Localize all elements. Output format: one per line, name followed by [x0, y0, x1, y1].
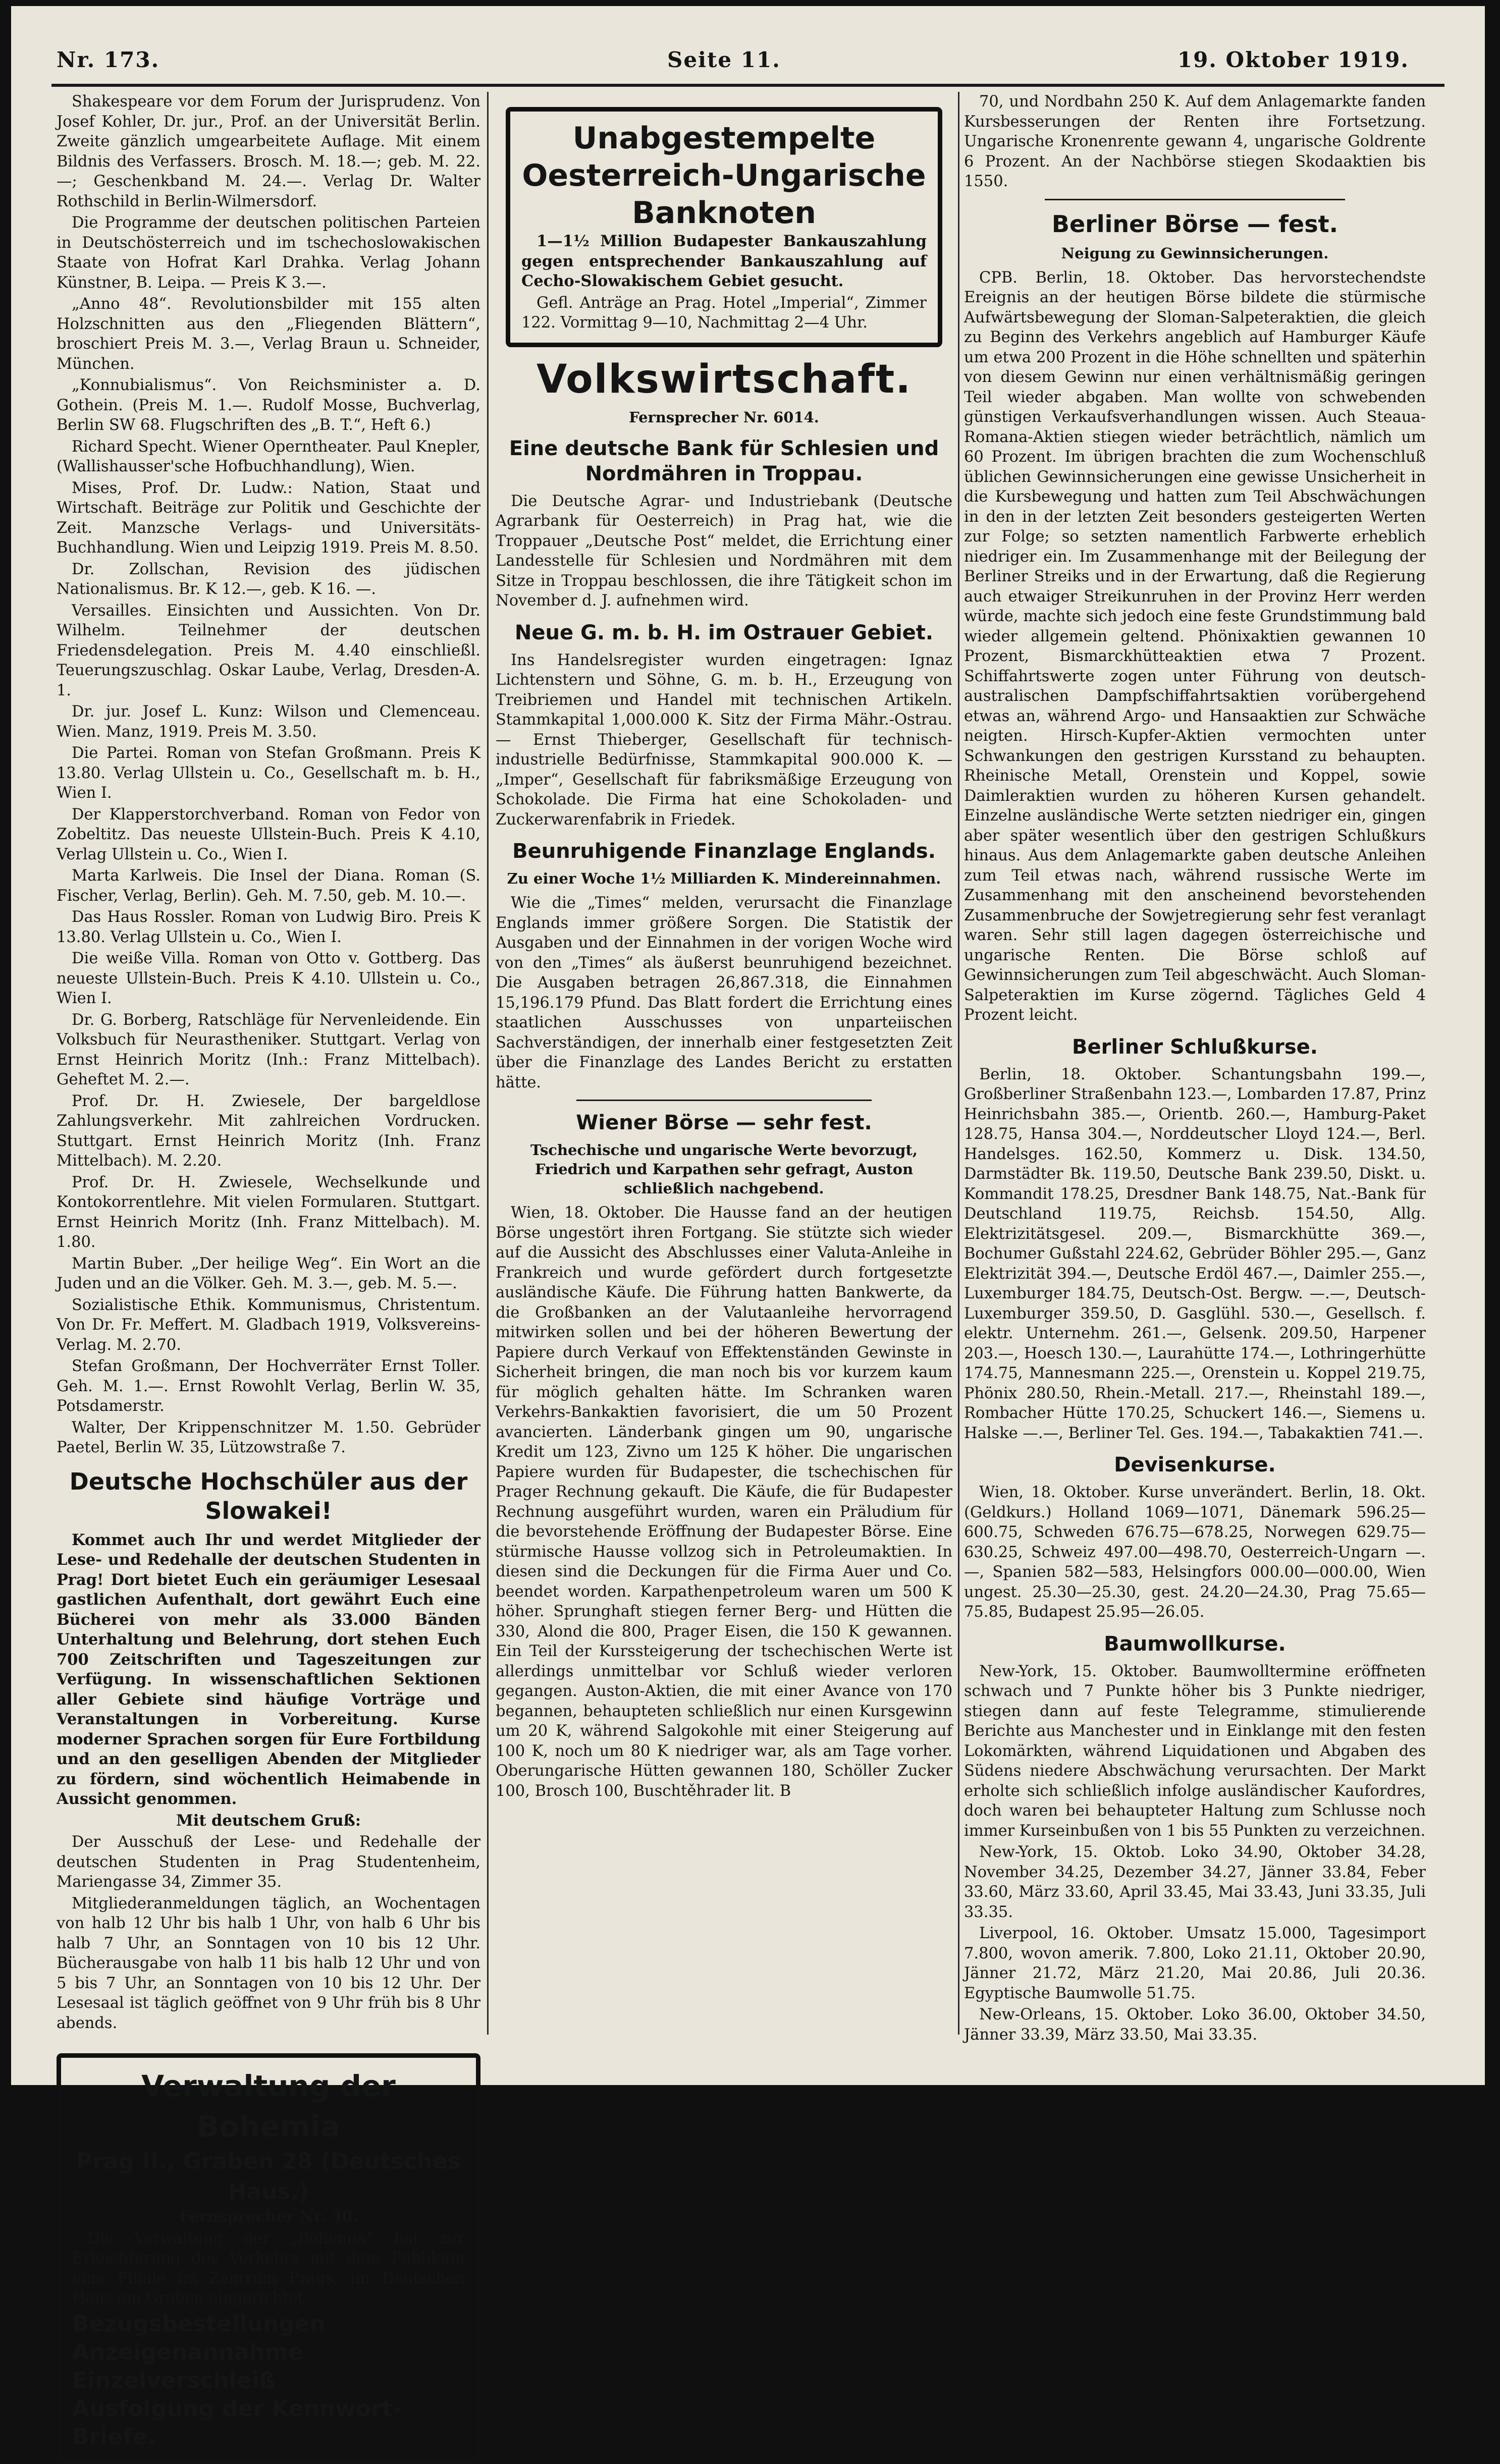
- students-hours: Mitgliederanmeldungen täglich, an Wochentagen von halb 12 Uhr bis halb 1 Uhr, von halb 6 Uhr bis halb 7 Uhr, an Sonntagen von 10 bis 12 Uhr. Bücherausgabe von halb 11 bis halb 12 Uhr und von 5 bis 7 Uhr, an Sonntagen von 10 bis 12 Uhr. Der Lesesaal ist täglich geöffnet von 9 Uhr früh bis 8 Uhr abends.: [57, 1894, 480, 2032]
- article-text: New-Orleans, 15. Oktober. Loko 36.00, Oktober 34.50, Jänner 33.39, März 33.50, Mai 33.35.: [964, 2006, 1426, 2044]
- article-subtitle: Zu einer Woche 1½ Milliarden K. Mindereinnahmen.: [507, 870, 941, 887]
- book-entry: Dr. Zollschan, Revision des jüdischen Nationalismus. Br. K 12.—, geb. K 16. —.: [57, 560, 480, 598]
- book-entry: „Anno 48“. Revolutionsbilder mit 155 alten Holzschnitten aus den „Fliegenden Blättern“, broschiert Preis M. 3.—, Verlag Braun u. Schneider, München.: [57, 295, 480, 373]
- book-entry: Stefan Großmann, Der Hochverräter Ernst Toller. Geh. M. 1.—. Ernst Rowohlt Verlag, Berlin W. 35, Potsdamerstr.: [57, 1357, 480, 1415]
- book-list: [57, 92, 480, 1458]
- ad-title: Verwaltung der Bohemia: [141, 2069, 396, 2144]
- article-title: Eine deutsche Bank für Schlesien und Nordmähren in Troppau.: [509, 436, 939, 485]
- ad-contact: Gefl. Anträge an Prag. Hotel „Imperial“, Zimmer 122. Vormittag 9—10, Nachmittag 2—4 Uhr.: [521, 294, 927, 332]
- ad-text: Die Verwaltung der „Bohemia“ hat zur Erleichterung des Verkehrs mit dem Publikum eine Filiale im Zentrum Prags, im Deutschen Haus am Graben eingerichtet.: [72, 2229, 465, 2307]
- article-text: CPB. Berlin, 18. Oktober. Das hervorstechendste Ereignis an der heutigen Börse bildete die stürmische Aufwärtsbewegung der Sloman-Salpeteraktien, die gleich zu Beginn des Verkehrs angeblich auf Hamburger Käufe um etwa 200 Prozent in die Höhe schnellten und späterhin von diesem Gewinn nur einen verhältnismäßig geringen Teil wieder abgaben. Man wollte von schwebenden günstigen Verkaufsverhandlungen wissen. Auch Steaua-Romana-Aktien stiegen wieder beträchtlich, nämlich um 60 Prozent. Im übrigen brachten die zum Wochenschluß üblichen Gewinnsicherungen eine gewisse Unsicherheit in die Kursbewegung und hatten zum Teil Abschwächungen in den in der letzten Zeit besonders gesteigerten Werten zur Folge; so setzten namentlich Farbwerte erheblich niedriger ein. Im Zusammenhange mit der Beilegung der Berliner Streiks und in der Erwartung, daß die Regierung auch etwaiger Streikunruhen in der Provinz Herr werden würde, machte sich jedoch eine feste Grundstimmung bald wieder allgemein geltend. Phönixaktien gewannen 10 Prozent, Bismarckhütteaktien etwa 7 Prozent. Schiffahrtswerte zogen unter Führung von deutsch-australischen Dampfschiffahrtsaktien vorübergehend etwas an, während Argo- und Hansaaktien zur Schwäche neigten. Hirsch-Kupfer-Aktien vermochten unter Schwankungen den gestrigen Kursstand zu behaupten. Rheinische Metall, Orenstein und Koppel, sowie Daimleraktien wurden zu höheren Kursen gehandelt. Einzelne ausländische Werte setzten niedriger ein, gingen aber später wesentlich über den gestrigen Schlußkurs hinaus. Aus dem Anlagemarkte gaben deutsche Anleihen zum Teil etwas nach, während russische Werte im Zusammenhang mit den anscheinend bevorstehenden Zusammenbruche der Sowjetregierung sehr fest veranlagt waren. Sehr still lagen dagegen österreichische und ungarische Renten. Die Börse schloß auf Gewinnsicherungen zum Teil abgeschwächt. Auch Sloman-Salpeteraktien im Kurse zögernd. Tägliches Geld 4 Prozent leicht.: [964, 268, 1426, 1024]
- article-title: Neue G. m. b. H. im Ostrauer Gebiet.: [514, 621, 934, 644]
- students-appeal: Kommet auch Ihr und werdet Mitglieder der Lese- und Redehalle der deutschen Studenten in Prag! Dort bietet Euch ein geräumiger Lesesaal gastlichen Aufenthalt, dort gewährt Euch eine Bücherei von mehr als 33.000 Bänden Unterhaltung und Belehrung, dort stehen Euch 700 Zeitschriften und Tageszeitungen zur Verfügung. In wissenschaftlichen Sektionen aller Gebiete sind häufige Vorträge und Veranstaltungen in Vorbereitung. Kurse moderner Sprachen sorgen für Eure Fortbildung und an den geselligen Abenden der Mitglieder zu fördern, sind wöchentlich Heimabende in Aussicht genommen.: [57, 1530, 480, 1808]
- column-middle: [496, 92, 952, 2035]
- ad-address: Prag II., Graben 28 (Deutsches Haus.): [76, 2149, 461, 2205]
- book-entry: Prof. Dr. H. Zwiesele, Der bargeldlose Zahlungsverkehr. Mit zahlreichen Vordrucken. Stuttgart. Ernst Heinrich Moritz (Inh. Franz Mittelbach). M. 2.20.: [57, 1092, 480, 1170]
- students-greeting: Mit deutschem Gruß:: [176, 1811, 361, 1830]
- issue-number: Nr. 173.: [57, 47, 160, 72]
- article-text: Wien, 18. Oktober. Kurse unverändert. Berlin, 18. Okt. (Geldkurs.) Holland 1069—1071, Dänemark 596.25—600.75, Schweden 676.75—678.25, Norwegen 629.75—630.25, Schweiz 497.00—498.70, Oesterreich-Ungarn —.—, Spanien 582—583, Helsingfors 000.00—000.00, Wien ungest. 25.30—25.30, gest. 24.20—24.30, Prag 75.65—75.85, Budapest 25.95—26.05.: [964, 1484, 1426, 1621]
- book-entry: Der Klapperstorchverband. Roman von Fedor von Zobeltitz. Das neueste Ullstein-Buch. Preis K 4.10, Verlag Ullstein u. Co., Wien I.: [57, 805, 480, 863]
- article-title: Baumwollkurse.: [1104, 1632, 1286, 1656]
- ad-services: [72, 2310, 465, 2451]
- article-divider: [1045, 199, 1345, 200]
- page-number: Seite 11.: [667, 47, 781, 72]
- section-title: Volkswirtschaft.: [537, 356, 912, 402]
- article-text: New-York, 15. Oktober. Baumwolltermine eröffneten schwach und 7 Punkte höher bis 3 Punkte niedriger, stiegen dann auf feste Telegramme, stimulierende Berichte aus Manchester und in Einklange mit den festen Lokomärkten, während Liquidationen und Abgaben des Südens niedere Abschwächung verursachten. Der Markt erholte sich schließlich infolge ausländischer Kaufordres, doch waren bei behaupteter Haltung zum Schlusse noch immer Kurseinbußen von 1 bis 55 Punkten zu verzeichnen.: [964, 1662, 1426, 1840]
- article-divider: [576, 1100, 872, 1101]
- article-title: Berliner Schlußkurse.: [1072, 1035, 1318, 1059]
- page-header: [11, 17, 1485, 93]
- article-text: Liverpool, 16. Oktober. Umsatz 15.000, Tagesimport 7.800, wovon amerik. 7.800, Loko 21.11, Oktober 20.90, Jänner 21.72, März 21.20, Mai 20.86, Juli 20.36. Egyptische Baumwolle 51.75.: [964, 1925, 1426, 2002]
- book-entry: Prof. Dr. H. Zwiesele, Wechselkunde und Kontokorrentlehre. Mit vielen Formularen. Stuttgart. Ernst Heinrich Moritz (Inh. Franz Mittelbach). M. 1.80.: [57, 1173, 480, 1251]
- book-entry: Shakespeare vor dem Forum der Jurisprudenz. Von Josef Kohler, Dr. jur., Prof. an der Universität Berlin. Zweite gänzlich umgearbeitete Auflage. Mit einem Bildnis des Verfassers. Brosch. M. 18.—; geb. M. 22.—; Geschenkband M. 24.—. Verlag Dr. Walter Rothschild in Berlin-Wilmersdorf.: [57, 93, 480, 210]
- book-entry: „Konnubialismus“. Von Reichsminister a. D. Gothein. (Preis M. 1.—. Rudolf Mosse, Buchverlag, Berlin SW 68. Flugschriften des „B. T.“, Heft 6.): [57, 376, 480, 434]
- article-subtitle: Neigung zu Gewinnsicherungen.: [1061, 244, 1329, 262]
- article-text: Berlin, 18. Oktober. Schantungsbahn 199.—, Großberliner Straßenbahn 123.—, Lombarden 17.87, Prinz Heinrichsbahn 385.—, Orientb. 260.—, Hamburg-Paket 128.75, Hansa 304.—, Norddeutscher Lloyd 124.—, Berl. Handelsges. 162.50, Kommerz u. Disk. 134.50, Darmstädter Bk. 119.50, Deutsche Bank 239.50, Diskt. u. Kommandit 178.25, Dresdner Bank 148.75, Nat.-Bank für Deutschland 119.75, Reichsb. 154.50, Allg. Elektrizitätsgesel. 209.—, Bismarckhütte 369.—, Bochumer Gußstahl 224.62, Gebrüder Böhler 295.—, Ganz Elektrizität 394.—, Deutsche Erdöl 467.—, Daimler 255.—, Luxemburger 184.75, Deutsch-Ost. Bergw. —.—, Deutsch-Luxemburger 359.50, D. Gasglühl. 530.—, Gesellsch. f. elektr. Unternehm. 261.—, Gelsenk. 209.50, Harpener 203.—, Hoesch 130.—, Laurahütte 174.—, Lothringerhütte 174.75, Mannesmann 225.—, Orenstein u. Koppel 219.75, Phönix 280.50, Rhein.-Metall. 217.—, Rheinstahl 189.—, Rombacher Hütte 170.25, Schuckert 146.—, Siemens u. Halske —.—, Berliner Tel. Ges. 194.—, Tabakaktien 741.—.: [964, 1065, 1426, 1442]
- column-divider: [487, 92, 489, 2035]
- book-entry: Die weiße Villa. Roman von Otto v. Gottberg. Das neueste Ullstein-Buch. Preis K 4.10. Ullstein u. Co., Wien I.: [57, 950, 480, 1007]
- article-subtitle: Tschechische und ungarische Werte bevorzugt, Friedrich und Karpathen sehr gefragt, Auston schließlich nachgebend.: [530, 1141, 918, 1197]
- article-text: Wien, 18. Oktober. Die Hausse fand an der heutigen Börse ungestört ihren Fortgang. Sie stützte sich wieder auf die Aussicht des Abschlusses einer Valuta-Anleihe in Frankreich und wurde gefördert durch fortgesetzte ausländische Käufe. Die Führung hatten Bankwerte, da die Großbanken an der Valutaanleihe hervorragend mitwirken sollen und bei der höheren Bewertung der Papiere durch Verkauf von Effektenständen Gewinste in Sicherheit bringen, die man noch bis vor kurzem kaum für möglich gehalten hätte. Im Schranken waren Verkehrs-Bankaktien favorisiert, die um 50 Prozent avancierten. Länderbank gingen um 90, ungarische Kredit um 123, Zivno um 125 K höher. Die ungarischen Papiere wurden für Budapester, die tschechischen für Prager Rechnung gekauft. Die Käufe, die für Budapester Rechnung ausgeführt wurden, waren ein Präludium für die bevorstehende Eröffnung der Budapester Börse. Eine stürmische Hausse vollzog sich in Petroleumaktien. In diesen sind die Deckungen für die Firma Auer und Co. beendet worden. Karpathenpetroleum waren um 500 K höher. Sprunghaft stiegen ferner Berg- und Hütten die 330, Alond die 800, Prager Eisen, die 150 K gewannen. Ein Teil der Kurssteigerung der tschechischen Werte ist allerdings unmittelbar vor Schluß wieder verloren gegangen. Auston-Aktien, die mit einer Avance von 170 begannen, behaupteten schließlich nur einen Kursgewinn um 20 K, während Salgokohle mit einer Steigerung auf 100 K, noch um 80 K niedriger war, als am Tage vorher. Oberungarische Hütten gewannen 180, Schöller Zucker 100, Brosch 100, Buschtěhrader lit. B: [496, 1204, 952, 1800]
- ad-service-item: Einzelverschleiß: [72, 2367, 276, 2393]
- students-heading: Deutsche Hochschüler aus der Slowakei!: [69, 1467, 468, 1524]
- column-left: [57, 92, 480, 2450]
- book-entry: Martin Buber. „Der heilige Weg“. Ein Wort an die Juden und an die Völker. Geh. M. 3.—, geb. M. 5.—.: [57, 1254, 480, 1292]
- ad-service-item: Anzeigenannahme: [72, 2339, 303, 2365]
- article-text: Ins Handelsregister wurden eingetragen: Ignaz Lichtenstern und Söhne, G. m. b. H., Erzeugung von Treibriemen und Handel mit technischen Artikeln. Stammkapital 1,000.000 K. Sitz der Firma Mähr.-Ostrau. — Ernst Thieberger, Gesellschaft für technisch-industrielle Bedürfnisse, Stammkapital 900.000 K. — „Imper“, Gesellschaft für fabriksmäßige Erzeugung von Schokolade. Die Firma hat eine Schokoladen- und Zuckerwarenfabrik in Friedek.: [496, 651, 952, 829]
- article-text: Die Deutsche Agrar- und Industriebank (Deutsche Agrarbank für Oesterreich) in Prag hat, wie die Troppauer „Deutsche Post“ meldet, die Errichtung einer Landesstelle für Schlesien und Nordmähren mit dem Sitze in Troppau beschlossen, die ihre Tätigkeit schon im November d. J. aufnehmen wird.: [496, 492, 952, 610]
- book-entry: Die Programme der deutschen politischen Parteien in Deutschösterreich und im tschechoslowakischen Staate von Hofrat Karl Drahka. Verlag Johann Künstner, B. Leipa. — Preis K 3.—.: [57, 214, 480, 292]
- section-phone: Fernsprecher Nr. 6014.: [629, 408, 819, 426]
- ad-phone: Fernsprecher Nr. 30.: [179, 2208, 358, 2226]
- book-entry: Walter, Der Krippenschnitzer M. 1.50. Gebrüder Paetel, Berlin W. 35, Lützowstraße 7.: [57, 1418, 480, 1456]
- ad-title: Unabgestempelte Oesterreich-Ungarische Banknoten: [522, 121, 926, 231]
- banknotes-advertisement: [506, 107, 942, 347]
- header-rule: [51, 84, 1444, 87]
- article-title: Berliner Börse — fest.: [1051, 210, 1338, 238]
- article-title: Wiener Börse — sehr fest.: [576, 1111, 872, 1134]
- article-title: Devisenkurse.: [1114, 1453, 1276, 1476]
- article-text: New-York, 15. Oktob. Loko 34.90, Oktober 34.28, November 34.25, Dezember 34.27, Jänner 33.84, Feber 33.60, März 33.60, April 33.45, Mai 33.43, Juni 33.35, Juli 33.35.: [964, 1843, 1426, 1921]
- ad-text: 1—1½ Million Budapester Bankauszahlung gegen entsprechender Bankauszahlung auf Cecho-Slowakischem Gebiet gesucht.: [521, 232, 927, 290]
- newspaper-page: [11, 6, 1485, 2450]
- book-entry: Richard Specht. Wiener Operntheater. Paul Knepler, (Wallishausser'sche Hofbuchhandlung), Wien.: [57, 437, 480, 475]
- book-entry: Mises, Prof. Dr. Ludw.: Nation, Staat und Wirtschaft. Beiträge zur Politik und Geschichte der Zeit. Manzsche Verlags- und Universitäts-Buchhandlung. Wien und Leipzig 1919. Preis M. 8.50.: [57, 479, 480, 557]
- book-entry: Die Partei. Roman von Stefan Großmann. Preis K 13.80. Verlag Ullstein u. Co., Gesellschaft m. b. H., Wien I.: [57, 744, 480, 802]
- students-signature: Der Ausschuß der Lese- und Redehalle der deutschen Studenten in Prag Studentenheim, Mariengasse 34, Zimmer 35.: [57, 1833, 480, 1891]
- article-continuation: 70, und Nordbahn 250 K. Auf dem Anlagemarkte fanden Kursbesserungen der Renten ihre Fortsetzung. Ungarische Kronenrente gewann 4, ungarische Goldrente 6 Prozent. An der Nachbörse stiegen Skodaaktien bis 1550.: [964, 93, 1426, 190]
- book-entry: Sozialistische Ethik. Kommunismus, Christentum. Von Dr. Fr. Meffert. M. Gladbach 1919, Volksvereins-Verlag. M. 2.70.: [57, 1296, 480, 1354]
- book-entry: Marta Karlweis. Die Insel der Diana. Roman (S. Fischer, Verlag, Berlin). Geh. M. 7.50, geb. M. 10.—.: [57, 867, 480, 905]
- ad-service-item: Bezugsbestellungen: [72, 2311, 326, 2337]
- bohemia-advertisement: [57, 2053, 480, 2464]
- ad-service-item: Ausfolgung der Kennwort-Briefe.: [72, 2395, 402, 2450]
- book-entry: Versailles. Einsichten und Aussichten. Von Dr. Wilhelm. Teilnehmer der deutschen Friedensdelegation. Preis M. 4.40 einschließl. Teuerungszuschlag. Oskar Laube, Verlag, Dresden-A. 1.: [57, 601, 480, 699]
- article-text: Wie die „Times“ melden, verursacht die Finanzlage Englands immer größere Sorgen. Die Statistik der Ausgaben und der Einnahmen in der vorigen Woche wird von den „Times“ als äußerst beunruhigend bezeichnet. Die Ausgaben betragen 26,867.318, die Einnahmen 15,196.179 Pfund. Das Blatt fordert die Errichtung eines staatlichen Ausschusses von unparteiischen Sachverständigen, der innerhalb einer festgesetzten Zeit über die Finanzlage des Landes Bericht zu erstatten hätte.: [496, 894, 952, 1091]
- issue-date: 19. Oktober 1919.: [1177, 47, 1409, 72]
- column-divider: [958, 92, 959, 2035]
- book-entry: Das Haus Rossler. Roman von Ludwig Biro. Preis K 13.80. Verlag Ullstein u. Co., Wien I.: [57, 908, 480, 946]
- book-entry: Dr. jur. Josef L. Kunz: Wilson und Clemenceau. Wien. Manz, 1919. Preis M. 3.50.: [57, 703, 480, 741]
- book-entry: Dr. G. Borberg, Ratschläge für Nervenleidende. Ein Volksbuch für Neurastheniker. Stuttgart. Verlag von Ernst Heinrich Moritz (Inh.: Franz Mittelbach). Geheftet M. 2.—.: [57, 1011, 480, 1088]
- article-title: Beunruhigende Finanzlage Englands.: [512, 840, 936, 863]
- column-right: [964, 92, 1426, 2044]
